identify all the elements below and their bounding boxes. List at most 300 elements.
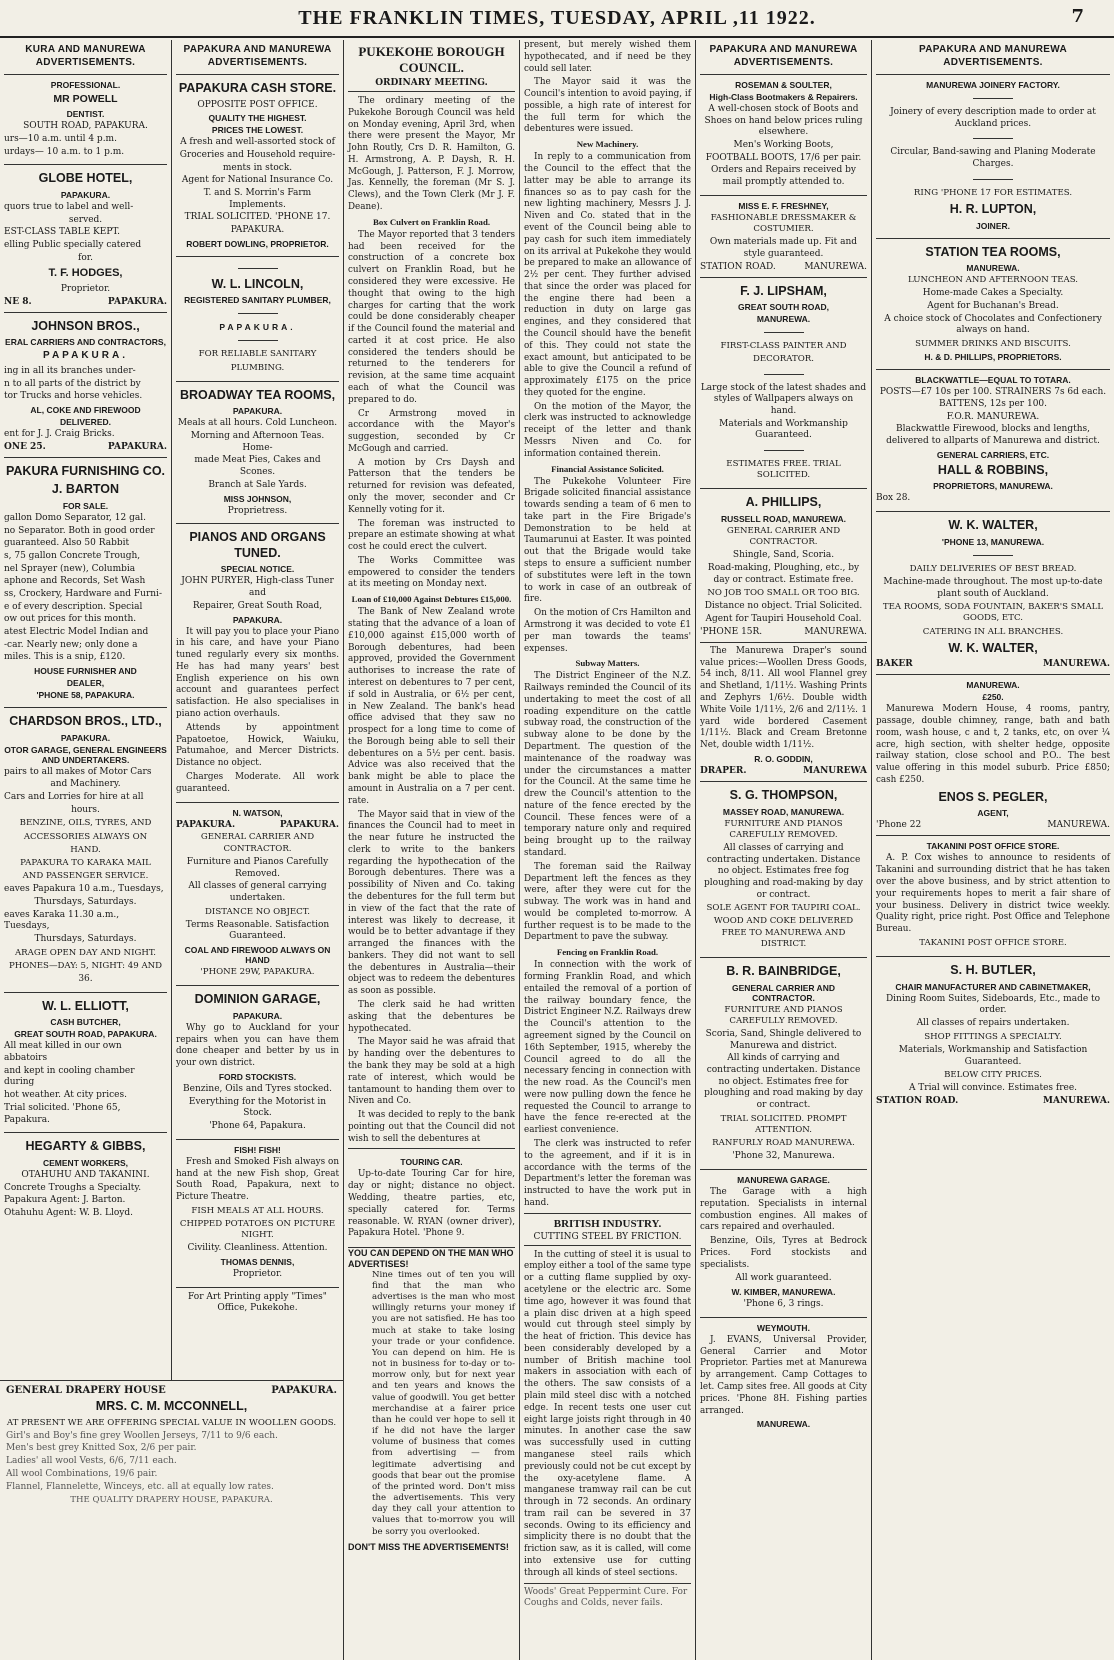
ad-text: ments in stock. <box>222 162 293 173</box>
ad-town: MANUREWA. <box>804 261 867 272</box>
ad-text: Civility. Cleanliness. Attention. <box>187 1243 328 1254</box>
ad-text: DAILY DELIVERIES OF BEST BREAD. <box>909 563 1077 574</box>
ad-text: Road-making, Ploughing, etc., by day or contract. Estimate free. <box>707 562 860 585</box>
ad-town: PAPAKURA. <box>176 820 236 831</box>
article-subtitle: CUTTING STEEL BY FRICTION. <box>524 1232 691 1246</box>
ad-text: Ladies' all wool Vests, 6/6, 7/11 each. <box>6 1456 177 1467</box>
ad-text: hot weather. At city prices. <box>4 1090 127 1101</box>
ad-pianos <box>176 524 339 803</box>
column-header: PAPAKURA AND MANUREWA ADVERTISEMENTS. <box>709 44 858 68</box>
ad-text: A Trial will convince. Estimates free. <box>908 1083 1078 1094</box>
ad-name: PAKURA FURNISHING CO. <box>5 463 166 478</box>
ad-town: PAPAKURA. <box>232 1010 283 1021</box>
ad-phone: ONE 25. <box>4 441 46 452</box>
ad-text: FISH MEALS AT ALL HOURS. <box>191 1205 324 1216</box>
ad-town: MANUREWA. <box>1042 1096 1110 1107</box>
ad-role: Proprietress. <box>227 505 288 516</box>
ad-text: Trial solicited. 'Phone 65, Papakura. <box>4 1102 121 1125</box>
ad-printing <box>176 1288 339 1321</box>
ad-text: ow out prices for this month. <box>4 614 137 625</box>
ad-text: SOLE AGENT FOR TAUPIRI COAL. <box>706 903 861 914</box>
ad-text: Morning and Afternoon Teas. Home- <box>190 431 325 453</box>
ad-text: BENZINE, OILS, TYRES, AND <box>19 818 152 829</box>
ad-text: Woods' Great Peppermint Cure. For Coughs and Colds, never fails. <box>524 1586 688 1609</box>
ad-text: Distance no object. Trial Solicited. <box>704 601 863 612</box>
ad-text: ESTIMATES FREE. TRIAL SOLICITED. <box>726 458 841 481</box>
ad-text: Meals at all hours. Cold Luncheon. <box>177 418 338 429</box>
ad-name: GLOBE HOTEL, <box>38 171 133 186</box>
ad-text: eaves Papakura 10 a.m., Tuesdays, <box>4 884 164 895</box>
ad-text: miles. This is a snip, £120. <box>4 652 126 663</box>
ad-broadway-tea-rooms <box>176 382 339 524</box>
ad-text: It will pay you to place your Piano in his care, and have your Piano tuned regularly every six months. He has had many years' best English experience on his own account and guarantees perfect satisfaction. He also specialises in piano action overhauls. <box>176 626 339 719</box>
ad-trade: GENERAL DRAPERY HOUSE <box>6 1385 166 1396</box>
ad-text: All classes of repairs undertaken. <box>916 1018 1070 1029</box>
ad-johnson-bros <box>4 313 167 458</box>
article-paragraph: The Bank of New Zealand wrote stating that the advance of a loan of £10,000 against £15,000 worth of Borough debentures, had been approved, provided the Government authorises to increase the rate of interest on debentures to 7 per cent, if sold in Australia, or 6½ per cent, in New Zealand. The bank's head office advised that they saw no prospect for a long time to come of the Borough being able to sell their debentures on a 5½ per cent. basis. Advice was also received that the bank might be able to place the amount in Australia on a 7 per cent. rate. <box>348 607 515 806</box>
ad-text: J. EVANS, Universal Provider, General Carrier and Motor Proprietor. Parties met at Manurewa by arrangement. Camp Cottages to let. Camp sites free. All goods at City prices. 'Phone 8H. Fishing parties arranged. <box>700 1334 867 1416</box>
ad-address: GREAT SOUTH ROAD, <box>738 302 829 313</box>
ad-text: Dining Room Suites, Sideboards, Etc., made to order. <box>885 993 1101 1016</box>
ad-name: MANUREWA JOINERY FACTORY. <box>926 80 1060 90</box>
ad-text: Shingle, Sand, Scoria. <box>732 550 835 561</box>
ad-headline: YOU CAN DEPEND ON THE MAN WHO ADVERTISES! <box>348 1248 514 1269</box>
ad-text: Manurewa Modern House, 4 rooms, pantry, passage, double chimney, range, bath and bath room, wash house, c and t, 2 tanks, etc, on over ¼ acre, high section, with shelter hedge, opposite railway station, close school and P.O.. The best value offering in this model suburb. Price £850; cash £250. <box>876 704 1110 786</box>
ad-role: BAKER <box>876 659 913 670</box>
article-subhead: Fencing on Franklin Road. <box>556 947 659 958</box>
ad-text: aphone and Records, Set Wash <box>4 576 146 587</box>
ad-text: Men's best grey Knitted Sox, 2/6 per pair. <box>6 1443 197 1454</box>
ad-text: FOOTBALL BOOTS, 17/6 per pair. <box>705 152 862 163</box>
ad-trade: GENERAL CARRIER AND CONTRACTOR. <box>732 982 835 1003</box>
ad-name: CHARDSON BROS., LTD., <box>9 714 162 729</box>
ad-text: JOHN PURYER, High-class Tuner and <box>181 576 334 599</box>
ad-text: Everything for the Motorist in Stock. <box>188 1096 327 1119</box>
ad-text: Papakura Agent: J. Barton. <box>4 1195 126 1206</box>
ad-phillips <box>700 489 867 643</box>
ad-town: PAPAKURA. <box>232 406 283 417</box>
ad-text: served. <box>68 214 103 225</box>
ad-text: FIRST-CLASS PAINTER AND <box>720 341 847 352</box>
ad-text: F.O.R. MANUREWA. <box>946 411 1040 422</box>
ad-hours: urs—10 a.m. until 4 p.m. <box>4 133 117 144</box>
ad-text: CATERING IN ALL BRANCHES. <box>922 626 1064 637</box>
ad-address: Box 28. <box>876 493 911 504</box>
ad-trade: CEMENT WORKERS, <box>43 1157 128 1168</box>
ad-name: PAPAKURA CASH STORE. <box>178 81 337 95</box>
ad-name: FISH! FISH! <box>234 1144 281 1155</box>
ad-name: ROSEMAN & SOULTER, <box>735 80 832 90</box>
ad-text: Flannel, Flannelette, Winceys, etc. all at equally low rates. <box>6 1481 274 1492</box>
article-paragraph: In connection with the work of forming Franklin Road, and which entailed the removal of a portion of the railway boundary fence, the District Engineer N.Z. Railways drew the Council's attention to the agreement signed by the Council on 16th September, 1915, whereby the Council agreed to do all the necessary fencing in connection with the new road. As the Council's men were now pulling down the fence he requested the Council to arrange to have the fence re-erected at the earliest convenience. <box>524 960 691 1136</box>
ad-town: PAPAKURA. <box>107 296 167 307</box>
ad-text: RING 'PHONE 17 FOR ESTIMATES. <box>913 187 1073 198</box>
ad-text: Fresh and Smoked Fish always on hand at the new Fish shop, Great South Road, Papakura, next to Picture Theatre. <box>176 1156 339 1203</box>
ad-owner: W. KIMBER, MANUREWA. <box>731 1287 836 1298</box>
ad-text: ent for J. J. Craig Bricks. <box>4 428 115 439</box>
ad-address: STATION ROAD. <box>876 1096 959 1107</box>
article-subtitle: ORDINARY MEETING. <box>348 78 515 92</box>
ad-manurewa-garage <box>700 1170 867 1318</box>
ad-text: Thursdays, Saturdays. <box>34 934 137 945</box>
ad-name: F. J. LIPSHAM, <box>740 283 827 298</box>
ad-text: for. <box>78 252 93 263</box>
ad-text: All classes of general carrying undertaken. <box>188 881 327 903</box>
ad-text: Concrete Troughs a Specialty. <box>4 1182 142 1193</box>
ad-text: Agent for National Insurance Co. <box>181 175 334 186</box>
ad-name: N. WATSON, <box>232 808 283 819</box>
ad-blackwattle <box>876 370 1110 512</box>
ad-town: PAPAKURA. <box>271 1385 337 1396</box>
ad-text: PRICES THE LOWEST. <box>211 125 304 136</box>
ad-name: DOMINION GARAGE, <box>194 992 321 1007</box>
ad-agent: ENOS S. PEGLER, <box>938 789 1048 804</box>
article-subhead: Box Culvert on Franklin Road. <box>372 216 491 227</box>
ad-text: Branch at Sale Yards. <box>208 479 307 490</box>
ad-town: MANUREWA. <box>1047 820 1110 831</box>
ad-role: DRAPER. <box>700 765 747 776</box>
article-paragraph: present, but merely wished them hypothecated, and if need be they could sell later. <box>524 40 691 74</box>
ad-text: Materials and Workmanship Guaranteed. <box>719 418 848 441</box>
ad-name: BROADWAY TEA ROOMS, <box>179 387 336 402</box>
ad-text: HAND. <box>70 844 101 855</box>
ad-text: DEALER, <box>66 678 105 689</box>
ad-text: A. P. Cox wishes to announce to residents of Takanini and surrounding district that he has taken over the above business, and by strict attention to your requirements hopes to merit a fair share of your business. Delivery in district twice weekly. Quality right, price right. Post Office and Telephone Bureau. <box>876 853 1110 935</box>
ad-name: W. L. LINCOLN, <box>211 276 304 291</box>
ad-text: Attends by appointment Papatoetoe, Howick, Waiuku, Patumahoe, and Mercer Districts. Distance no object. <box>176 722 339 769</box>
ad-text: Thursdays, Saturdays. <box>34 896 137 907</box>
column-5 <box>696 40 872 1660</box>
ad-text: NO JOB TOO SMALL OR TOO BIG. <box>707 588 860 599</box>
ad-text: All wool Combinations, 19/6 pair. <box>6 1468 158 1479</box>
ad-owner: W. K. WALTER, <box>948 640 1038 655</box>
ad-owner: THOMAS DENNIS, <box>220 1257 295 1268</box>
ad-joinery <box>876 75 1110 239</box>
ad-name: PIANOS AND ORGANS TUNED. <box>189 530 326 560</box>
ad-text: pairs to all makes of Motor Cars <box>4 766 152 777</box>
ad-text: made Meat Pies, Cakes and Scones. <box>194 455 321 478</box>
page-number: 7 <box>1071 6 1084 27</box>
ad-bainbridge <box>700 958 867 1170</box>
ad-town: PAPAKURA. <box>43 350 128 362</box>
ad-text: FURNITURE AND PIANOS CAREFULLY REMOVED. <box>724 1004 843 1026</box>
ad-town: MANUREWA. <box>756 314 811 325</box>
column-header: PAPAKURA AND MANUREWA ADVERTISEMENTS. <box>919 44 1067 68</box>
ad-dominion-garage <box>176 986 339 1140</box>
ad-elliott <box>4 993 167 1133</box>
ad-text: POSTS—£7 10s per 100. STRAINERS 7s 6d each. BATTENS, 12s per 100. <box>879 387 1107 409</box>
ad-text: Joinery of every description made to order at Auckland prices. <box>890 107 1096 129</box>
article-paragraph: The clerk said he had written asking that the debentures be hypothecated. <box>348 1000 515 1034</box>
ad-town: PAPAKURA. <box>279 820 339 831</box>
article-paragraph: The clerk was instructed to refer to the agreement, and if it is in accordance with the terms of the Department's letter the foreman was instructed to have the work put in hand. <box>524 1138 691 1208</box>
ad-text: Large stock of the latest shades and styles of Wallpapers always on hand. <box>700 382 867 416</box>
ad-text: Groceries and Household require- <box>179 150 336 160</box>
ad-globe-hotel <box>4 165 167 313</box>
ad-text: EST-CLASS TABLE KEPT. <box>4 227 120 238</box>
ad-phone: 'PHONE 29W, PAPAKURA. <box>200 967 315 978</box>
ad-text: A well-chosen stock of Boots and Shoes on hand below prices ruling elsewhere. <box>704 104 863 138</box>
ad-town: PAPAKURA. <box>60 189 111 200</box>
ad-text: PAPAKURA. <box>230 225 285 236</box>
ad-cash-store <box>176 75 339 257</box>
ad-text: 36. <box>78 974 93 985</box>
ad-text: COAL AND FIREWOOD ALWAYS ON HAND <box>184 945 331 966</box>
ad-name: W. K. WALTER, <box>948 518 1038 533</box>
ad-phone: 'PHONE 58, PAPAKURA. <box>36 690 135 701</box>
ad-text: Furniture and Pianos Carefully Removed. <box>186 856 329 879</box>
ad-town: PAPAKURA. <box>60 732 111 743</box>
ad-text: For Art Printing apply "Times" Office, Pukekohe. <box>188 1291 327 1314</box>
column-header: KURA AND MANUREWA ADVERTISEMENTS. <box>25 44 146 68</box>
ad-watson <box>176 803 339 986</box>
masthead <box>0 0 1114 38</box>
ad-address: RUSSELL ROAD, MANUREWA. <box>721 513 846 524</box>
section-label: PROFESSIONAL. <box>50 80 121 90</box>
ad-trade: CASH BUTCHER, <box>50 1017 121 1028</box>
ad-address: STATION ROAD. <box>700 261 776 272</box>
ad-text: Circular, Band-sawing and Planing Moderate Charges. <box>890 147 1096 170</box>
ad-text: The Manurewa Draper's sound value prices:—Woollen Dress Goods, 54 inch, 8/11. All wool Flannel grey and Shetland, 1/11½. Washing Prints and Zephyrs 1/6½. Double width White Voile 1/11½, 2/6 and 2/11½. 1 yard wide bordered Casement 1/11½. Black and Cream Bretonne Net, double width 1/11½. <box>700 645 867 751</box>
ad-name: WEYMOUTH. <box>757 1322 810 1333</box>
ad-text: WOOD AND COKE DELIVERED FREE TO MANUREWA AND DISTRICT. <box>713 916 854 949</box>
article-subhead: New Machinery. <box>576 139 639 150</box>
article-paragraph: It was decided to reply to the bank pointing out that the Council did not wish to sell the debentures at <box>348 1110 515 1144</box>
ad-trade: OTOR GARAGE, GENERAL ENGINEERS AND UNDERTAKERS. <box>4 744 167 765</box>
ad-text: All kinds of carrying and contracting undertaken. Distance no object. Estimates free for ploughing and road making by day or contract. <box>704 1053 863 1111</box>
ad-text: hours. <box>71 804 100 815</box>
ad-freshney <box>700 196 867 278</box>
article-paragraph: In reply to a communication from the Council to the effect that the latter may be able to arrange its finances so as to pay cash for the new lighting machinery, Messrs J. J. Niven and Co. stated that in the event of the Council being able to pay cash for such item immediately on its arrival at Pukekohe they would be prepared to make an allowance of 2½ per cent. They further advised that since the order was placed for the engine there had been a reduction in duty on large gas engines, and they considered that the Council should have the benefit of this. They could not state the exact amount, but anticipated to be able to give the Council a refund of approximately £175 on the price they quoted for the engine. <box>524 152 691 398</box>
ad-text: Machine-made throughout. The most up-to-date plant south of Auckland. <box>883 576 1103 599</box>
ad-text: BELOW CITY PRICES. <box>944 1070 1042 1081</box>
ad-phone: NE 8. <box>4 296 32 307</box>
ad-text: THE QUALITY DRAPERY HOUSE, PAPAKURA. <box>70 1495 273 1506</box>
ad-trade: High-Class Bootmakers & Repairers. <box>709 92 858 102</box>
ad-trade: DENTIST. <box>66 109 105 120</box>
ad-town: MANUREWA. <box>1042 659 1110 670</box>
ad-trade: FASHIONABLE DRESSMAKER & COSTUMIER. <box>710 212 857 234</box>
ad-powell <box>4 75 167 165</box>
ad-name: HALL & ROBBINS, <box>937 462 1049 477</box>
ad-text: Otahuhu Agent: W. B. Lloyd. <box>4 1207 134 1218</box>
ad-text: nel Sprayer (new), Columbia <box>4 563 136 574</box>
ad-takanini <box>876 836 1110 957</box>
ad-heading: SPECIAL NOTICE. <box>220 564 295 575</box>
ad-phone: 'Phone 6, 3 rings. <box>743 1299 824 1310</box>
ad-name: HEGARTY & GIBBS, <box>25 1139 146 1154</box>
ad-text: ss, Crockery, Hardware and Furni- <box>4 588 162 599</box>
ad-proprietor: H. & D. PHILLIPS, PROPRIETORS. <box>924 352 1062 363</box>
ad-hegarty-gibbs <box>4 1133 167 1225</box>
ad-text: PLUMBING. <box>230 362 285 373</box>
ad-text: AND PASSENGER SERVICE. <box>22 871 149 882</box>
ad-role: AGENT, <box>977 808 1009 819</box>
ad-trade: GENERAL CARRIER AND CONTRACTOR. <box>200 832 315 854</box>
ad-text: Home-made Cakes a Specialty. <box>922 288 1064 299</box>
ad-owner: H. R. LUPTON, <box>949 201 1037 216</box>
ad-text: CHIPPED POTATOES ON PICTURE NIGHT. <box>179 1219 336 1241</box>
ad-text: SUMMER DRINKS AND BISCUITS. <box>915 339 1071 350</box>
ad-town: MANUREWA. <box>966 263 1020 274</box>
ad-footer: DON'T MISS THE ADVERTISEMENTS! <box>348 1541 509 1552</box>
ad-thompson <box>700 782 867 958</box>
ad-text: TRIAL SOLICITED. 'PHONE 17. <box>184 212 331 223</box>
ad-text: FOR RELIABLE SANITARY <box>198 349 317 360</box>
ad-text: DECORATOR. <box>753 354 814 365</box>
article-paragraph: On the motion of the Mayor, the clerk was instructed to acknowledge receipt of the letter and thank Messrs Niven and Co. for information contained therein. <box>524 401 691 459</box>
ad-town: PAPAKURA. <box>219 322 296 333</box>
ad-text: Cars and Lorries for hire at all <box>4 792 144 803</box>
ad-name: MRS. C. M. MCCONNELL, <box>95 1399 248 1413</box>
ad-text: Own materials made up. Fit and style guaranteed. <box>709 237 858 259</box>
ad-name: MANUREWA GARAGE. <box>737 1174 830 1185</box>
ad-text: OPPOSITE POST OFFICE. <box>197 99 318 110</box>
ad-town: MANUREWA. <box>804 626 867 637</box>
ad-phone: 'Phone 64, Papakura. <box>209 1121 306 1132</box>
ad-text: quors true to label and well- <box>4 201 134 212</box>
ad-text: QUALITY THE HIGHEST. <box>208 113 307 124</box>
ad-text: Materials, Workmanship and Satisfaction Guaranteed. <box>898 1044 1088 1067</box>
ad-text: Agent for Taupiri Household Coal. <box>705 614 862 625</box>
ad-name: BLACKWATTLE—EQUAL TO TOTARA. <box>915 375 1071 386</box>
ad-text: AL, COKE AND FIREWOOD <box>30 404 141 415</box>
ad-text: and Machinery. <box>50 779 121 790</box>
ad-text: HOUSE FURNISHER AND <box>34 666 137 677</box>
article-paragraph: The Pukekohe Volunteer Fire Brigade solicited financial assistance towards sending a team of 6 men to take part in the Fire Brigade's Demonstration to be held at Taumarunui at Easter. It was pointed out that the Brigade would take steps to ensure a sufficient number of substitutes were left in the town to work in case of an outbreak of fire. <box>524 476 691 605</box>
ad-heading: FOR SALE. <box>62 500 109 511</box>
ad-name: TOURING CAR. <box>400 1157 463 1168</box>
article-title: PUKEKOHE BOROUGH COUNCIL. <box>358 44 505 75</box>
ad-hours: urdays— 10 a.m. to 1 p.m. <box>4 146 125 157</box>
ad-address: MASSEY ROAD, MANUREWA. <box>722 806 845 817</box>
ad-role: Proprietor. <box>60 284 111 294</box>
page-title: THE FRANKLIN TIMES, TUESDAY, APRIL ,11 1922. <box>298 6 816 29</box>
ad-trade: ERAL CARRIERS AND CONTRACTORS, <box>5 337 166 348</box>
ad-text: All meat killed in our own abbatoirs <box>4 1041 122 1064</box>
ad-name: MR POWELL <box>53 93 118 105</box>
ad-trade: PROPRIETORS, MANUREWA. <box>933 481 1053 492</box>
ad-text: TAKANINI POST OFFICE STORE. <box>919 937 1067 948</box>
ad-text: Orders and Repairs received by mail promptly attended to. <box>711 165 856 188</box>
ad-name: TAKANINI POST OFFICE STORE. <box>926 841 1060 852</box>
article-title: BRITISH INDUSTRY. <box>553 1217 662 1230</box>
article-paragraph: The Mayor reported that 3 tenders had been received for the construction of a concrete box culvert on Franklin Road, but he considered they were excessive. He thought that owing to the high charges for carting that the work could be done considerably cheaper if the Council found the material and carted it at cost price. He also considered the tenders should be returned to the tenderers for revision, at the same time acquaint each of what the Council was prepared to do. <box>348 229 515 405</box>
ad-name: A. PHILLIPS, <box>745 495 822 510</box>
ad-text: n to all parts of the district by <box>4 378 141 389</box>
ad-text: A fresh and well-assorted stock of <box>180 137 335 148</box>
ad-evans <box>700 1318 867 1436</box>
ad-text: LUNCHEON AND AFTERNOON TEAS. <box>907 275 1078 286</box>
article-paragraph: The Mayor said he was afraid that by handing over the debentures to the bank they may be sold at a high rate of interest, which would be tantamount to handing them over to Niven and Co. <box>348 1037 515 1107</box>
article-paragraph: The District Engineer of the N.Z. Railways reminded the Council of its undertaking to meet the cost of all roading expenditure on the cattle subway road, the construction of the subway alone to be done by the Department. The question of the maintenance of the roadway was under the circumstances a matter for the Council. At the same time he drew the Council's attention to the nature of the fence erected by the Council. These fences were of a temporary nature only and required being brought up to the railway standard. <box>524 671 691 858</box>
ad-text: Up-to-date Touring Car for hire, day or night; distance no object. Wedding, theatre parties, etc, specially catered for. Terms reasonable. W. RYAN (owner driver), Papakura Hotel. 'Phone 9. <box>348 1169 515 1239</box>
ad-text: DISTANCE NO OBJECT. <box>205 906 310 917</box>
ad-name: MISS E. F. FRESHNEY, <box>738 200 829 211</box>
ad-proprietor: ROBERT DOWLING, PROPRIETOR. <box>186 238 329 249</box>
ad-text: e of every description. Special <box>4 601 143 612</box>
ad-text: A choice stock of Chocolates and Confectionery always on hand. <box>884 313 1102 336</box>
ad-role: JOINER. <box>975 220 1010 231</box>
ad-owner: J. BARTON <box>51 482 120 497</box>
ad-address: GREAT SOUTH ROAD, PAPAKURA. <box>14 1029 157 1040</box>
article-subhead: Loan of £10,000 Against Debtures £15,000. <box>351 594 512 605</box>
ad-text: atest Electric Model Indian and <box>4 627 149 637</box>
ad-text: Charges Moderate. All work guaranteed. <box>176 771 339 794</box>
ad-text: The Garage with a high reputation. Specialists in internal combustion engines. All makes of cars repaired and overhauled. <box>700 1186 867 1233</box>
ad-text: All classes of carrying and contracting undertaken. Distance no object. Estimates free fog ploughing and road-making by day or contract. <box>704 842 863 900</box>
ad-text: PHONES—DAY: 5, NIGHT: 49 AND <box>8 960 163 971</box>
ad-text: Scoria, Sand, Shingle delivered to Manurewa and district. <box>705 1028 862 1051</box>
ad-roseman <box>700 75 867 196</box>
ad-text: DELIVERED. <box>59 416 111 427</box>
ad-phone: 'Phone 22 <box>876 820 922 831</box>
article-paragraph: The Works Committee was empowered to consider the tenders at its meeting on Monday next. <box>348 555 515 590</box>
ad-town: MANUREWA <box>803 765 867 776</box>
ad-lipsham <box>700 278 867 490</box>
ad-text: s, 75 gallon Concrete Trough, <box>4 550 141 561</box>
ad-name: W. L. ELLIOTT, <box>42 998 129 1013</box>
article-subhead: Subway Matters. <box>575 658 640 669</box>
ad-text: AT PRESENT WE ARE OFFERING SPECIAL VALUE IN WOOLLEN GOODS. <box>6 1417 337 1428</box>
ad-name: B. R. BAINBRIDGE, <box>726 963 841 978</box>
article-paragraph: The ordinary meeting of the Pukekohe Borough Council was held on Monday evening, April 3rd, when there were present the Mayor, Mr John Routly, Crs D. R. Hamilton, G. H. Armstrong, A. P. Daysh, R. H. McGough, J. Patterson, F. J. Morrow, Jas. Kennelly, the foreman (Mr S. J. Clews), and the Town Clerk (Mr J. F. Deane). <box>348 96 515 213</box>
ad-text: ARAGE OPEN DAY AND NIGHT. <box>14 947 157 958</box>
ad-text: GENERAL CARRIERS, ETC. <box>936 449 1050 460</box>
column-6 <box>872 40 1114 1660</box>
ad-phone: 'PHONE 13, MANUREWA. <box>941 536 1045 547</box>
ad-text: Men's Working Boots, <box>733 140 834 151</box>
ad-name: JOHNSON BROS., <box>31 318 140 333</box>
ad-walter <box>876 512 1110 675</box>
ad-text: SHOP FITTINGS A SPECIALTY. <box>924 1031 1062 1042</box>
ad-barton <box>4 458 167 709</box>
ad-touring-car <box>348 1152 515 1248</box>
ad-owner: MISS JOHNSON, <box>223 493 292 504</box>
ad-text: guaranteed. Also 50 Rabbit <box>4 538 130 549</box>
ad-town: MANUREWA. <box>756 1419 811 1430</box>
ad-name: STATION TEA ROOMS, <box>925 244 1061 259</box>
ad-price: £250. <box>982 692 1004 703</box>
ad-text: Why go to Auckland for your repairs when you can have them done cheaper and better by us in your own district. <box>176 1022 339 1069</box>
column-header: PAPAKURA AND MANUREWA ADVERTISEMENTS. <box>183 44 332 68</box>
ad-lincoln <box>176 257 339 382</box>
article-paragraph: The Mayor said that in view of the finances the Council had to meet in the near future he instructed the clerk to write to the bankers regarding the hypothecation of the Borough debentures. There was a possibility of Niven and Co. taking the debentures for the full term but in view of the fact that the rate of interest was likely to decrease, it would be to better advantage if they arranged the finances with the bankers. They did not want to sell the debentures in Australia—their object was to redeem the debentures as soon as possible. <box>348 809 515 997</box>
ad-text: TRIAL SOLICITED. PROMPT ATTENTION. <box>720 1113 847 1135</box>
ad-trade: REGISTERED SANITARY PLUMBER, <box>184 295 331 306</box>
ad-fish-shop <box>176 1140 339 1288</box>
ad-text: Agent for Buchanan's Bread. <box>927 301 1059 312</box>
ad-text: GENERAL CARRIER AND CONTRACTOR. <box>726 525 841 548</box>
article-paragraph: A motion by Crs Daysh and Patterson that the tenders be returned for revision was defeated, only the mover, seconder and Cr Kennelly voting for it. <box>348 457 515 515</box>
ad-richardson-bros <box>4 708 167 993</box>
article-paragraph: The Mayor said it was the Council's intention to avoid paying, if possible, a high rate of interest for the full term for which the debentures were issued. <box>524 77 691 135</box>
ad-name: R. O. GODDIN, <box>754 753 813 764</box>
ad-text: -car. Nearly new; only done a <box>4 639 138 650</box>
ad-text: PAPAKURA TO KARAKA MAIL <box>20 857 151 868</box>
ad-town: PAPAKURA. <box>107 441 167 452</box>
ad-text: T. and S. Morrin's Farm Implements. <box>203 188 312 210</box>
ad-text: gallon Domo Separator, 12 gal. <box>4 512 146 523</box>
ad-trade: CHAIR MANUFACTURER AND CABINETMAKER, <box>895 981 1091 992</box>
ad-text: Benzine, Oils and Tyres stocked. <box>183 1084 332 1095</box>
ad-house-for-sale <box>876 675 1110 836</box>
ad-address: SOUTH ROAD, PAPAKURA. <box>23 121 148 132</box>
ad-text: All work guaranteed. <box>735 1273 832 1284</box>
ad-text: Nine times out of ten you will find that the man who advertises is the man who most willingly returns your money if you are not satisfied. He has too much at stake to take losing your trade or your confidence. You can depend on him. He is not in business for to-day or to-morrow only, but for next year and ten years and knows the value of goodwill. You get better merchandise at a fairer price than he could ver hope to sell it if he did not have the larger volume of business that comes from advertising — from legitimate advertising and goods that bear out the promise of the printed word. Don't miss the advertisements. This very day they call your attention to values that to-morrow you will be sorry you overlooked. <box>372 1269 515 1537</box>
ad-text: TEA ROOMS, SODA FOUNTAIN, BAKER'S SMALL GOODS, ETC. <box>882 602 1104 624</box>
ad-text: ing in all its branches under- <box>4 365 136 376</box>
